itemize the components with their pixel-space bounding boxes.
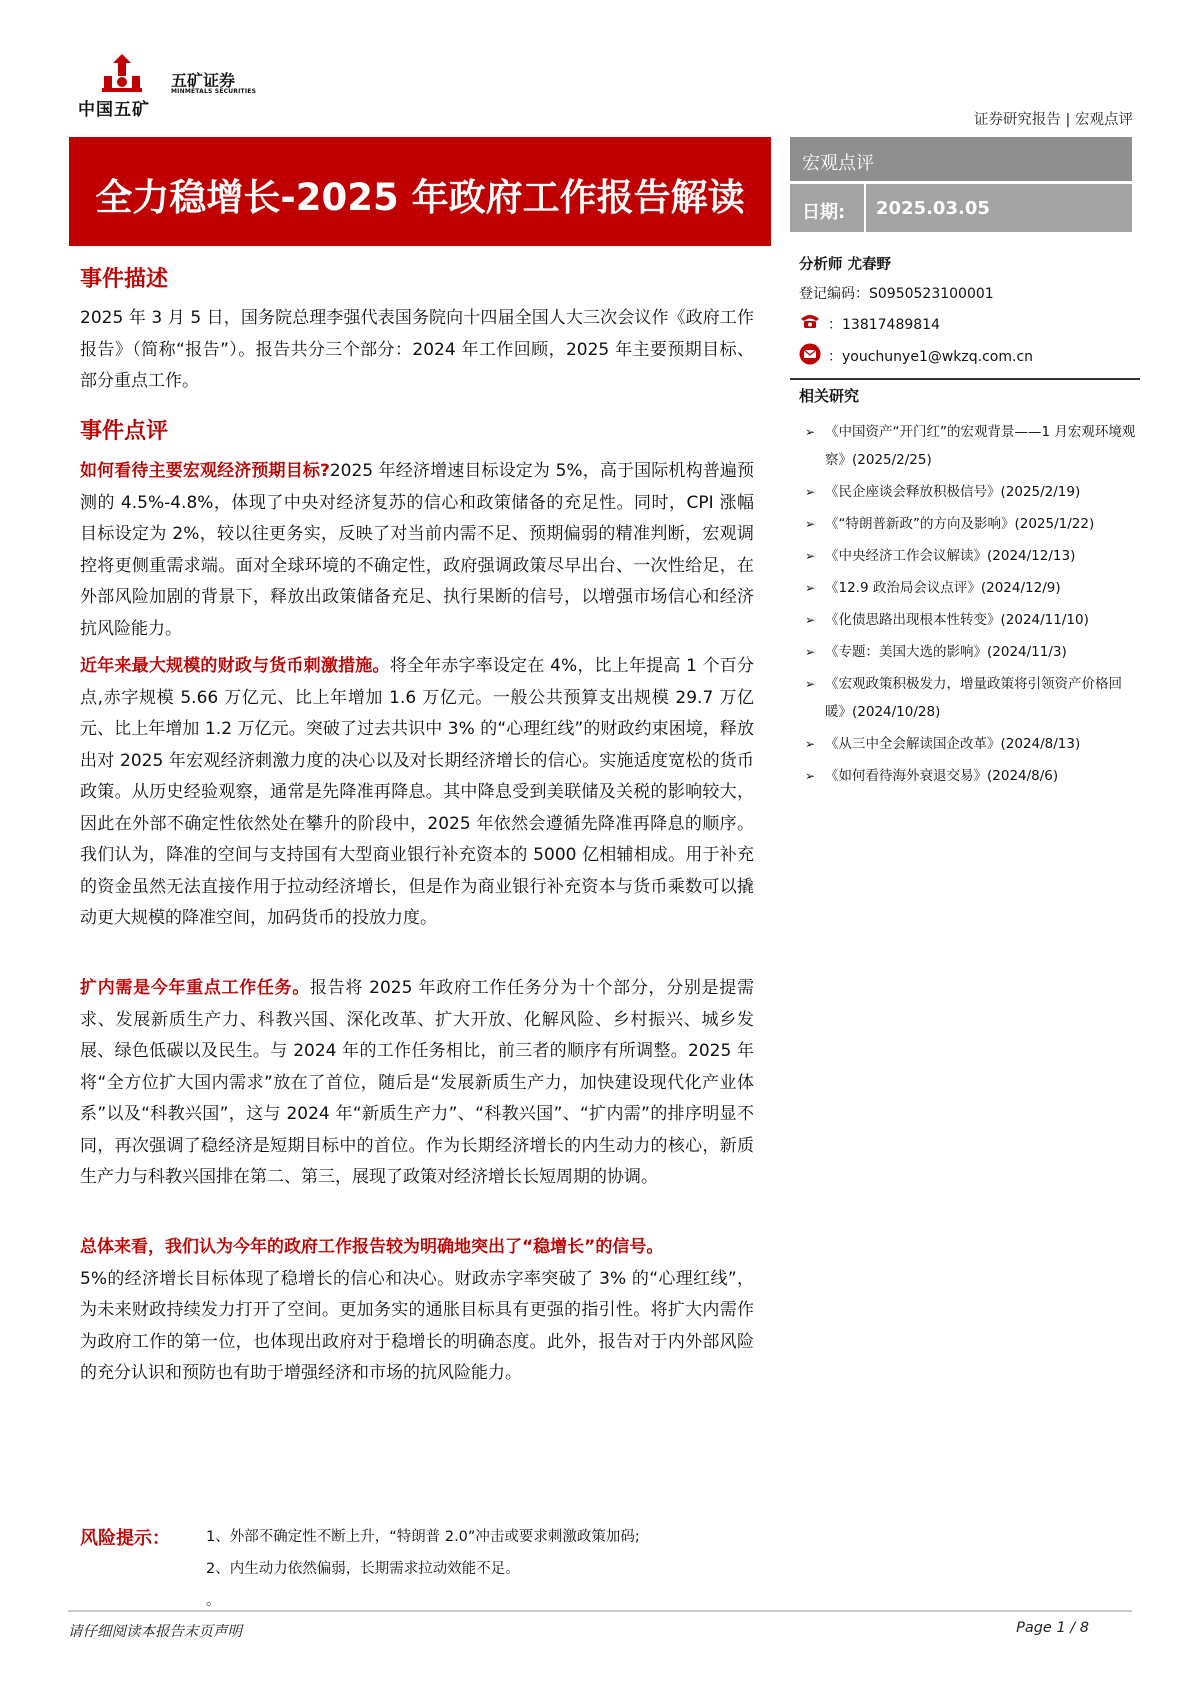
minmetals-logo-icon (100, 52, 144, 92)
related-item[interactable]: ➢ 《中央经济工作会议解读》(2024/12/13) (803, 542, 1138, 570)
paragraph-lead: 扩内需是今年重点工作任务。 (80, 978, 310, 998)
related-item[interactable]: ➢ 《12.9 政治局会议点评》(2024/12/9) (803, 574, 1138, 602)
related-research-title: 相关研究 (799, 387, 860, 405)
paragraph-body: 5%的经济增长目标体现了稳增长的信心和决心。财政赤字率突破了 3% 的“心理红线”，为未来财政持续发力打开了空间。更加务实的通胀目标具有更强的指引性。将扩大内需作为政府工作的第一位，也体现出政府对于稳增长的明确态度。此外，报告对于内外部风险的充分认识和预防也有助于增强经济和市场的抗风险能力。 (80, 1268, 754, 1383)
paragraph-stimulus (80, 651, 754, 935)
date-value: 2025.03.05 (876, 198, 990, 219)
analyst-reg-code: 登记编码：S0950523100001 (799, 286, 994, 302)
arrow-right-icon: ➢ (805, 549, 816, 563)
footer-disclaimer: 请仔细阅读本报告末页声明 (68, 1624, 242, 1640)
related-item[interactable]: ➢ 《如何看待海外衰退交易》(2024/8/6) (803, 762, 1138, 790)
category-panel (790, 137, 1132, 181)
paragraph-lead: 近年来最大规模的财政与货币刺激措施。 (80, 656, 390, 676)
related-item[interactable]: ➢ 《化债思路出现根本性转变》(2024/11/10) (803, 606, 1138, 634)
date-divider (864, 184, 866, 232)
email-icon (799, 343, 821, 365)
event-description: 2025 年 3 月 5 日，国务院总理李强代表国务院向十四届全国人大三次会议作《政府工作报告》（简称“报告”）。报告共分三个部分：2024 年工作回顾，2025 年主要预期目标、部分重点工作。 (80, 308, 754, 391)
paragraph-summary (80, 1232, 754, 1390)
analyst-name: 分析师 尤春野 (799, 257, 892, 273)
paragraph-demand (80, 973, 754, 1194)
analyst-email[interactable]: ：youchunye1@wkzq.com.cn (828, 349, 1034, 365)
risk-item: 2、内生动力依然偏弱，长期需求拉动效能不足。 (206, 1561, 520, 1577)
side-divider (790, 378, 1140, 380)
related-item[interactable]: ➢ 《中国资产“开门红”的宏观背景——1 月宏观环境观察》(2025/2/25) (803, 418, 1138, 474)
related-item[interactable]: ➢ 《“特朗普新政”的方向及影响》(2025/1/22) (803, 510, 1138, 538)
report-title: 全力稳增长-2025 年政府工作报告解读 (95, 176, 745, 219)
section-heading-comment: 事件点评 (80, 419, 169, 444)
page-number: Page 1 / 8 (1016, 1620, 1089, 1636)
arrow-right-icon: ➢ (805, 581, 816, 595)
section-heading-event: 事件描述 (80, 267, 169, 292)
arrow-right-icon: ➢ (805, 645, 816, 659)
risk-label: 风险提示： (80, 1528, 170, 1549)
arrow-right-icon: ➢ (805, 517, 816, 531)
title-banner (69, 137, 771, 246)
paragraph-body: 2025 年经济增速目标设定为 5%，高于国际机构普遍预测的 4.5%-4.8%，体现了中央对经济复苏的信心和政策储备的充足性。同时，CPI 涨幅目标设定为 2%，较以往更务实，反映了对当前内需不足、预期偏弱的精准判断，宏观调控将更侧重需求端。面对全球环境的不确定性，政府强调政策尽早出台、一次性给足，在外部风险加剧的背景下，释放出政策储备充足、执行果断的信号，以增强市场信心和经济抗风险能力。 (80, 461, 754, 639)
arrow-right-icon: ➢ (805, 769, 816, 783)
paragraph-targets (80, 456, 754, 645)
logo-text: 中国五矿 (78, 100, 150, 120)
category-label: 宏观点评 (802, 153, 874, 174)
risk-item: 。 (206, 1593, 221, 1609)
analyst-phone: ：13817489814 (828, 317, 940, 333)
related-item[interactable]: ➢ 《专题：美国大选的影响》(2024/11/3) (803, 638, 1138, 666)
risk-item: 1、外部不确定性不断上升，“特朗普 2.0”冲击或要求刺激政策加码; (206, 1529, 640, 1545)
arrow-right-icon: ➢ (805, 425, 816, 439)
arrow-right-icon: ➢ (805, 485, 816, 499)
date-label: 日期: (802, 202, 846, 223)
related-item[interactable]: ➢ 《民企座谈会释放积极信号》(2025/2/19) (803, 478, 1138, 506)
report-type-tag: 证券研究报告 | 宏观点评 (973, 112, 1133, 128)
arrow-right-icon: ➢ (805, 737, 816, 751)
paragraph-lead: 总体来看，我们认为今年的政府工作报告较为明确地突出了“稳增长”的信号。 (80, 1237, 664, 1257)
paragraph-lead: 如何看待主要宏观经济预期目标? (80, 461, 330, 481)
brand-name: 五矿证券 (171, 71, 236, 90)
related-research-list (803, 418, 1138, 794)
brand-name-en: MINMETALS SECURITIES (171, 88, 257, 95)
arrow-right-icon: ➢ (805, 677, 816, 691)
paragraph-body: 报告将 2025 年政府工作任务分为十个部分，分别是提需求、发展新质生产力、科教兴国、深化改革、扩大开放、化解风险、乡村振兴、城乡发展、绿色低碳以及民生。与 2024 年的工作任务相比，前三者的顺序有所调整。2025 年将“全方位扩大国内需求”放在了首位，随后是“发展新质生产力，加快建设现代化产业体系”以及“科教兴国”，这与 2024 年“新质生产力”、“科教兴国”、“扩内需”的排序明显不同，再次强调了稳经济是短期目标中的首位。作为长期经济增长的内生动力的核心，新质生产力与科教兴国排在第二、第三，展现了政策对经济增长长短周期的协调。 (80, 978, 754, 1187)
related-item[interactable]: ➢ 《宏观政策积极发力，增量政策将引领资产价格回暖》(2024/10/28) (803, 670, 1138, 726)
related-item[interactable]: ➢ 《从三中全会解读国企改革》(2024/8/13) (803, 730, 1138, 758)
footer-divider (68, 1610, 1132, 1612)
paragraph-body: 将全年赤字率设定在 4%，比上年提高 1 个百分点,赤字规模 5.66 万亿元、比上年增加 1.6 万亿元。一般公共预算支出规模 29.7 万亿元、比上年增加 1.2 万亿元。突破了过去共识中 3% 的“心理红线”的财政约束困境，释放出对 2025 年宏观经济刺激力度的决心以及对长期经济增长的信心。实施适度宽松的货币政策。从历史经验观察，通常是先降准再降息。其中降息受到美联储及关税的影响较大，因此在外部不确定性依然处在攀升的阶段中，2025 年依然会遵循先降准再降息的顺序。我们认为，降准的空间与支持国有大型商业银行补充资本的 5000 亿相辅相成。用于补充的资金虽然无法直接作用于拉动经济增长，但是作为商业银行补充资本与货币乘数可以撬动更大规模的降准空间，加码货币的投放力度。 (80, 656, 755, 928)
date-panel (790, 184, 1132, 232)
arrow-right-icon: ➢ (805, 613, 816, 627)
phone-icon (799, 313, 821, 329)
